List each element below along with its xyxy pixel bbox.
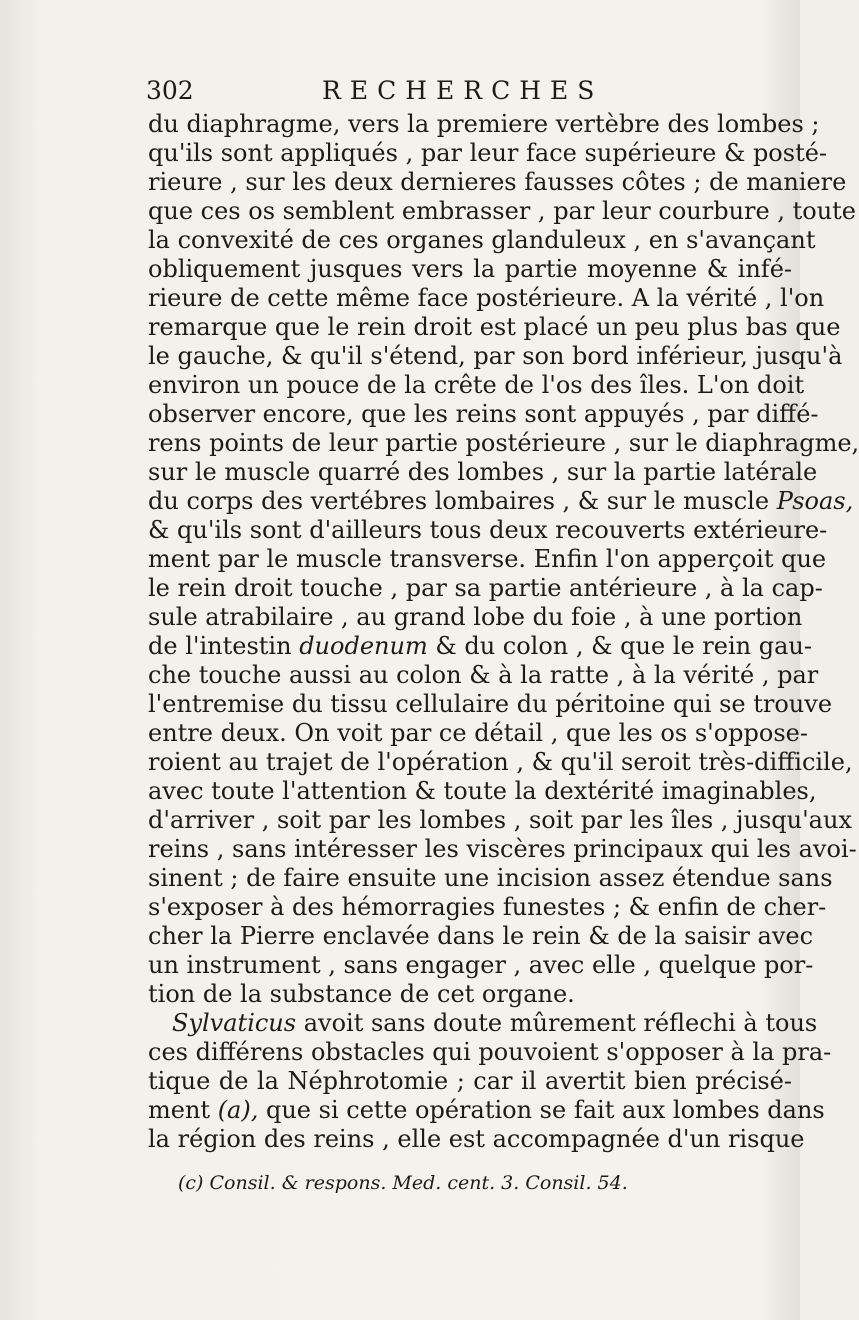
running-title: RECHERCHES: [322, 76, 604, 105]
text-line: que ces os semblent embrasser , par leur courbure , toute: [148, 197, 856, 225]
text-line-with-italic: [148, 487, 854, 516]
text-line: ment par le muscle transverse. Enfin l'on apperçoit que: [148, 545, 827, 573]
text-line-with-italic: [148, 1009, 818, 1038]
footnote-marker: (a),: [210, 1096, 266, 1124]
text-line: sinent ; de faire ensuite une incision assez étendue sans: [148, 864, 833, 892]
text-line: rieure , sur les deux dernieres fausses côtes ; de maniere: [148, 168, 847, 196]
text-line: reins , sans intéresser les viscères principaux qui les avoi-: [148, 835, 857, 863]
text-line: remarque que le rein droit est placé un peu plus bas que: [148, 313, 841, 341]
text-line: environ un pouce de la crête de l'os des îles. L'on doit: [148, 371, 805, 399]
page-header: [146, 74, 646, 108]
line-text: avoit sans doute mûrement réflechi à tous: [303, 1009, 818, 1037]
line-text-tail: & du colon , & que le rein gau-: [427, 632, 812, 660]
text-line: le gauche, & qu'il s'étend, par son bord inférieur, jusqu'à: [148, 342, 843, 370]
text-line: s'exposer à des hémorragies funestes ; & enfin de cher-: [148, 893, 827, 921]
text-line: sur le muscle quarré des lombes , sur la partie latérale: [148, 458, 818, 486]
text-line: rens points de leur partie postérieure , sur le diaphragme,: [148, 429, 859, 457]
text-line: roient au trajet de l'opération , & qu'il seroit très-difficile,: [148, 748, 853, 776]
body-text: [148, 110, 859, 1154]
page-number: 302: [146, 76, 194, 105]
text-line: l'entremise du tissu cellulaire du péritoine qui se trouve: [148, 690, 833, 718]
line-text: ment: [148, 1096, 211, 1124]
italic-word-psoas: Psoas,: [776, 487, 854, 515]
italic-word-duodenum: duodenum: [299, 632, 428, 660]
footnote: (c) Consil. & respons. Med. cent. 3. Consil. 54.: [178, 1172, 628, 1194]
text-line: sule atrabilaire , au grand lobe du foie , à une portion: [148, 603, 803, 631]
text-line: obliquement jusques vers la partie moyenne & infé-: [148, 255, 792, 283]
text-line: le rein droit touche , par sa partie antérieure , à la cap-: [148, 574, 823, 602]
text-line: du diaphragme, vers la premiere vertèbre des lombes ;: [148, 110, 820, 138]
text-line: avec toute l'attention & toute la dextérité imaginables,: [148, 777, 817, 805]
text-line: d'arriver , soit par les lombes , soit par les îles , jusqu'aux: [148, 806, 852, 834]
text-line: observer encore, que les reins sont appuyés , par diffé-: [148, 400, 819, 428]
text-line: entre deux. On voit par ce détail , que les os s'oppose-: [148, 719, 808, 747]
italic-word-sylvaticus: Sylvaticus: [172, 1009, 297, 1037]
text-line: cher la Pierre enclavée dans le rein & de la saisir avec: [148, 922, 814, 950]
text-line: qu'ils sont appliqués , par leur face supérieure & posté-: [148, 139, 828, 167]
text-line: rieure de cette même face postérieure. A la vérité , l'on: [148, 284, 825, 312]
line-text: de l'intestin: [148, 632, 292, 660]
text-line: ces différens obstacles qui pouvoient s'opposer à la pra-: [148, 1038, 832, 1066]
text-line: tique de la Néphrotomie ; car il avertit bien précisé-: [148, 1067, 792, 1095]
text-line: la convexité de ces organes glanduleux , en s'avançant: [148, 226, 816, 254]
line-text-tail: que si cette opération se fait aux lombes dans: [265, 1096, 825, 1124]
text-line: la région des reins , elle est accompagnée d'un risque: [148, 1125, 805, 1153]
text-line: che touche aussi au colon & à la ratte , à la vérité , par: [148, 661, 819, 689]
line-text: du corps des vertébres lombaires , & sur le muscle: [148, 487, 770, 515]
text-line-with-note: [148, 1096, 825, 1125]
text-line: & qu'ils sont d'ailleurs tous deux recouverts extérieure-: [148, 516, 828, 544]
text-line: un instrument , sans engager , avec elle , quelque por-: [148, 951, 814, 979]
paragraph-last-line: tion de la substance de cet organe.: [148, 980, 575, 1008]
text-line-with-italic: [148, 632, 812, 661]
